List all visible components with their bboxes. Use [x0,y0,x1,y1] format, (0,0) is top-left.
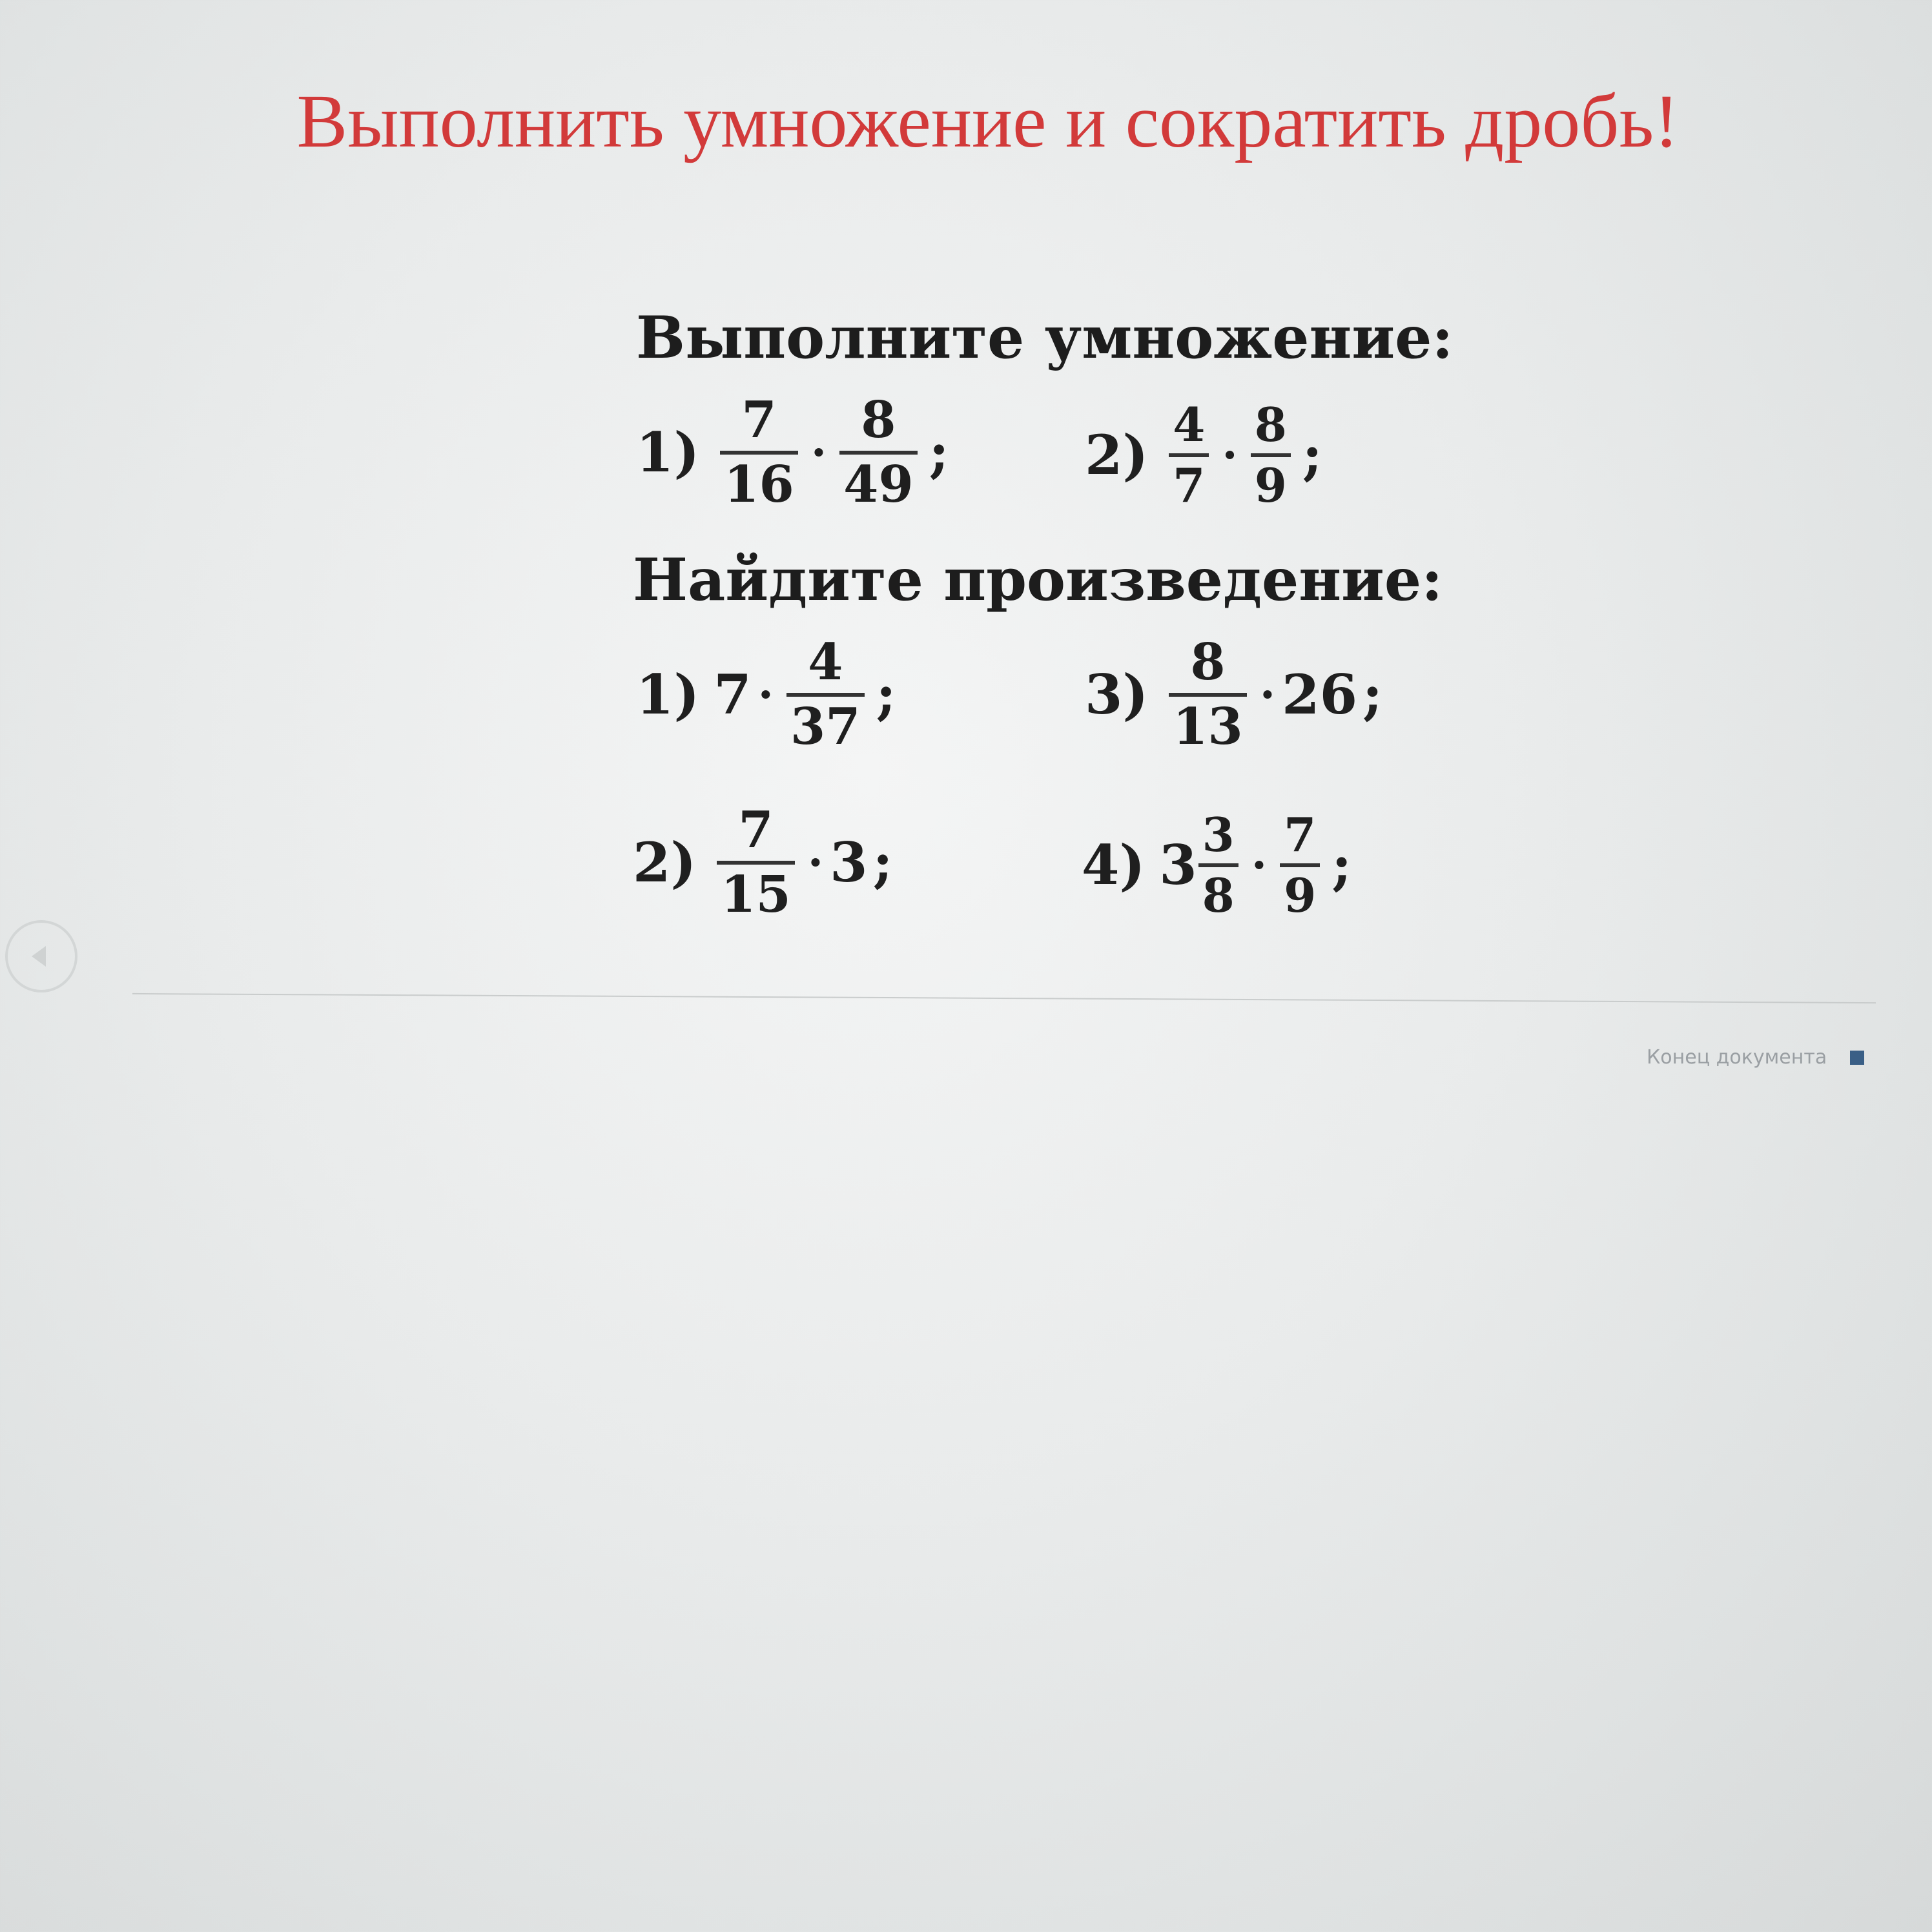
fraction-bar [839,451,918,455]
denominator: 7 [1173,457,1206,513]
semicolon: ; [876,663,896,727]
denominator: 15 [721,865,791,924]
whole-number: 7 [714,663,752,727]
multiply-operator: · [810,426,827,480]
whole-number: 26 [1282,663,1358,727]
denominator: 37 [790,697,861,756]
numerator: 8 [861,391,896,449]
multiply-operator: · [1259,668,1276,722]
fraction-bar [720,451,798,455]
semicolon: ; [872,830,893,895]
denominator: 13 [1173,697,1243,756]
exercise-1-2 [1085,397,1322,513]
fraction-bar [786,693,865,697]
numerator: 8 [1190,633,1226,692]
document-divider [132,993,1876,1003]
numerator: 8 [1254,397,1287,452]
fraction-bar [717,861,795,865]
semicolon: ; [1302,423,1322,488]
numerator: 3 [1202,807,1235,862]
fraction-bar [1198,863,1238,867]
exercise-2-2 [633,801,893,924]
numerator: 7 [1284,807,1317,862]
exercise-label: 3) [1085,663,1149,727]
chevron-left-icon [32,946,46,967]
exercise-1-1 [636,391,949,514]
numerator: 4 [1173,397,1206,452]
exercise-label: 2) [633,830,697,895]
page-title: Выполнить умножение и сократить дробь! [296,79,1680,163]
fraction [1169,633,1247,756]
fraction [1169,397,1209,513]
section-heading-product: Найдите произведение: [633,546,1443,614]
exercise-2-3 [1085,633,1383,756]
exercise-label: 1) [636,663,700,727]
whole-number: 3 [830,830,868,895]
section-heading-multiply: Выполните умножение: [636,303,1454,372]
semicolon: ; [1331,833,1352,898]
multiply-operator: · [807,836,824,890]
back-button[interactable] [5,920,77,992]
exercise-2-1 [636,633,896,756]
exercise-label: 1) [636,420,700,485]
numerator: 4 [808,633,843,692]
fraction [720,391,798,514]
fraction-bar [1251,453,1291,457]
whole-number: 3 [1159,833,1197,898]
denominator: 9 [1254,457,1287,513]
multiply-operator: · [1222,428,1238,482]
end-of-document-label: Конец документа [1647,1046,1827,1069]
numerator: 7 [738,801,774,859]
square-icon [1850,1051,1864,1065]
fraction [839,391,918,514]
fraction [717,801,795,924]
denominator: 9 [1284,867,1317,923]
fraction [1251,397,1291,513]
fraction-bar [1169,453,1209,457]
semicolon: ; [929,420,949,485]
fraction [1198,807,1238,923]
denominator: 49 [843,455,914,514]
fraction-bar [1280,863,1320,867]
fraction-bar [1169,693,1247,697]
exercise-label: 2) [1085,423,1149,488]
fraction [786,633,865,756]
multiply-operator: · [757,668,774,722]
end-of-document [1647,1046,1864,1069]
denominator: 16 [724,455,794,514]
exercise-label: 4) [1082,833,1146,898]
multiply-operator: · [1251,838,1268,892]
semicolon: ; [1362,663,1383,727]
fraction [1280,807,1320,923]
numerator: 7 [741,391,777,449]
exercise-2-4 [1082,807,1352,923]
denominator: 8 [1202,867,1235,923]
